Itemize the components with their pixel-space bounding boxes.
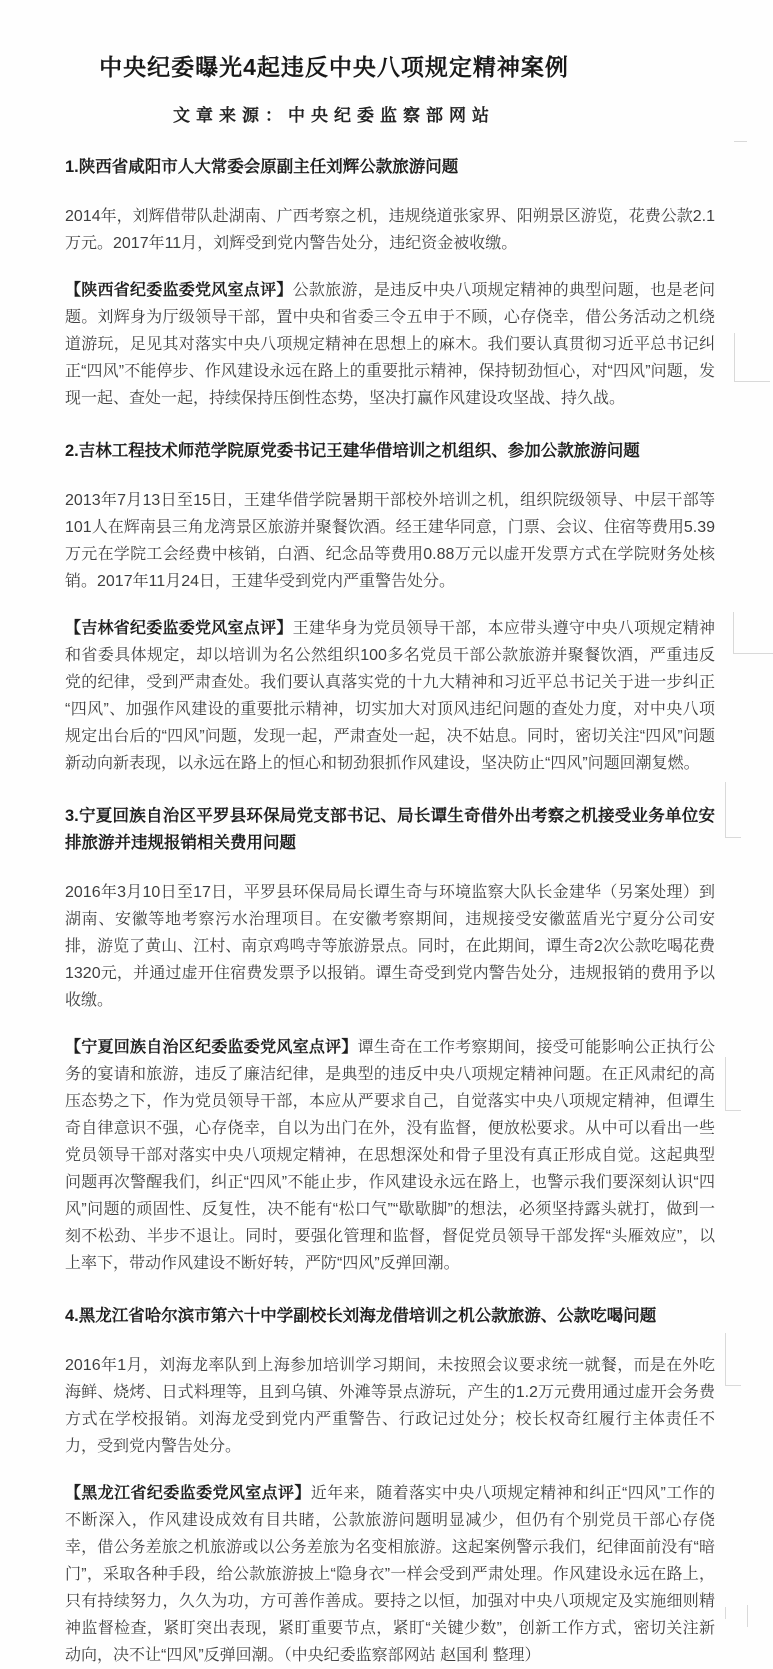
- case-section-2: [65, 438, 715, 777]
- revision-mark-bracket-4-v: [725, 1057, 726, 1111]
- case-2-comment-label: 【吉林省纪委监委党风室点评】: [65, 620, 293, 637]
- case-section-1: [65, 154, 715, 412]
- case-section-4: [65, 1303, 715, 1669]
- case-4-heading: 4.黑龙江省哈尔滨市第六十中学副校长刘海龙借培训之机公款旅游、公款吃喝问题: [65, 1307, 657, 1325]
- case-4-comment: [65, 1480, 715, 1669]
- case-3-comment-text: 谭生奇在工作考察期间，接受可能影响公正执行公务的宴请和旅游，违反了廉洁纪律，是典型的违反中央八项规定精神问题。在正风肃纪的高压态势之下，作为党员领导干部，本应从严要求自己，自觉落实中央八项规定精神，但谭生奇自律意识不强，心存侥幸，自以为出门在外，没有监督，便放松要求。从中可以看出一些党员领导干部对落实中央八项规定精神，在思想深处和骨子里没有真正形成自觉。这起典型问题再次警醒我们，纠正“四风”不能止步，作风建设永远在路上，也警示我们要深刻认识“四风”问题的顽固性、反复性，决不能有“松口气”“歇歇脚”的想法，必须坚持露头就打，做到一刻不松劲、半步不退让。同时，要强化管理和监督，督促党员领导干部发挥“头雁效应”，以上率下，带动作风建设不断好转，严防“四风”反弹回潮。: [65, 1039, 715, 1272]
- case-1-comment: [65, 277, 715, 412]
- revision-mark-dash: [734, 141, 747, 142]
- article-source: 文章来源：中央纪委监察部网站: [173, 106, 495, 125]
- case-4-comment-text: 近年来，随着落实中央八项规定精神和纠正“四风”工作的不断深入，作风建设成效有目共睹，公款旅游问题明显减少，但仍有个别党员干部心存侥幸，借公务差旅之机旅游或以公务差旅为名变相旅游。这起案例警示我们，纪律面前没有“暗门”，采取各种手段，给公款旅游披上“隐身衣”一样会受到严肃处理。作风建设永远在路上，只有持续努力，久久为功，方可善作善成。要持之以恒，加强对中央八项规定及实施细则精神监督检查，紧盯突出表现，紧盯重要节点，紧盯“关键少数”，创新工作方式，密切关注新动向，决不让“四风”反弹回潮。（中央纪委监察部网站 赵国利 整理）: [65, 1485, 715, 1664]
- revision-mark-bracket-2-v: [733, 612, 734, 654]
- page-title: 中央纪委曝光4起违反中央八项规定精神案例: [99, 54, 569, 80]
- revision-mark-bracket-1-h: [734, 381, 770, 382]
- case-1-comment-label: 【陕西省纪委监委党风室点评】: [65, 282, 293, 299]
- revision-mark-bracket-4-h: [725, 1110, 741, 1111]
- revision-mark-bracket-3-h: [725, 837, 741, 838]
- revision-mark-bracket-5-v: [725, 1333, 726, 1386]
- case-section-3: [65, 803, 715, 1277]
- revision-mark-bracket-2-h: [733, 653, 773, 654]
- case-4-comment-label: 【黑龙江省纪委监委党风室点评】: [65, 1485, 311, 1502]
- case-2-facts: 2013年7月13日至15日，王建华借学院暑期干部校外培训之机，组织院级领导、中层干部等101人在辉南县三角龙湾景区旅游并聚餐饮酒。经王建华同意，门票、会议、住宿等费用5.39万元在学院工会经费中核销，白酒、纪念品等费用0.88万元以虚开发票方式在学院财务处核销。2017年11月24日，王建华受到党内严重警告处分。: [65, 492, 715, 590]
- revision-mark-bracket-1-v: [734, 333, 735, 382]
- title-block: [65, 52, 715, 128]
- case-2-comment: [65, 615, 715, 777]
- revision-mark-tick-1: [725, 1607, 726, 1619]
- case-1-facts: 2014年，刘辉借带队赴湖南、广西考察之机，违规绕道张家界、阳朔景区游览，花费公款2.1万元。2017年11月，刘辉受到党内警告处分，违纪资金被收缴。: [65, 208, 715, 252]
- case-2-heading: 2.吉林工程技术师范学院原党委书记王建华借培训之机组织、参加公款旅游问题: [65, 442, 640, 460]
- case-3-heading: 3.宁夏回族自治区平罗县环保局党支部书记、局长谭生奇借外出考察之机接受业务单位安排旅游并违规报销相关费用问题: [65, 807, 715, 852]
- case-1-comment-text: 公款旅游，是违反中央八项规定精神的典型问题，也是老问题。刘辉身为厅级领导干部，置中央和省委三令五申于不顾，心存侥幸，借公务活动之机绕道游玩，足见其对落实中央八项规定精神在思想上的麻木。我们要认真贯彻习近平总书记纠正“四风”不能停步、作风建设永远在路上的重要批示精神，保持韧劲恒心，对“四风”问题，发现一起、查处一起，持续保持压倒性态势，坚决打赢作风建设攻坚战、持久战。: [65, 282, 715, 407]
- revision-mark-tick-2: [747, 1605, 748, 1627]
- case-2-comment-text: 王建华身为党员领导干部，本应带头遵守中央八项规定精神和省委具体规定，却以培训为名公然组织100多名党员干部公款旅游并聚餐饮酒，严重违反党的纪律，受到严肃查处。我们要认真落实党的十九大精神和习近平总书记关于进一步纠正“四风”、加强作风建设的重要批示精神，切实加大对顶风违纪问题的查处力度，对中央八项规定出台后的“四风”问题，发现一起，严肃查处一起，决不姑息。同时，密切关注“四风”问题新动向新表现，以永远在路上的恒心和韧劲狠抓作风建设，坚决防止“四风”问题回潮复燃。: [65, 620, 715, 772]
- case-3-comment: [65, 1034, 715, 1277]
- case-1-heading: 1.陕西省咸阳市人大常委会原副主任刘辉公款旅游问题: [65, 158, 459, 176]
- case-4-facts: 2016年1月，刘海龙率队到上海参加培训学习期间，未按照会议要求统一就餐，而是在外吃海鲜、烧烤、日式料理等，且到乌镇、外滩等景点游玩，产生的1.2万元费用通过虚开会务费方式在学校报销。刘海龙受到党内严重警告、行政记过处分；校长权奇红履行主体责任不力，受到党内警告处分。: [65, 1357, 715, 1455]
- revision-mark-bracket-5-h: [725, 1385, 741, 1386]
- case-3-facts: 2016年3月10日至17日，平罗县环保局局长谭生奇与环境监察大队长金建华（另案处理）到湖南、安徽等地考察污水治理项目。在安徽考察期间，违规接受安徽蓝盾光宁夏分公司安排，游览了黄山、江村、南京鸡鸣寺等旅游景点。同时，在此期间，谭生奇2次公款吃喝花费1320元，并通过虚开住宿费发票予以报销。谭生奇受到党内警告处分，违规报销的费用予以收缴。: [65, 884, 715, 1009]
- revision-mark-bracket-3-v: [725, 782, 726, 838]
- case-3-comment-label: 【宁夏回族自治区纪委监委党风室点评】: [65, 1039, 358, 1056]
